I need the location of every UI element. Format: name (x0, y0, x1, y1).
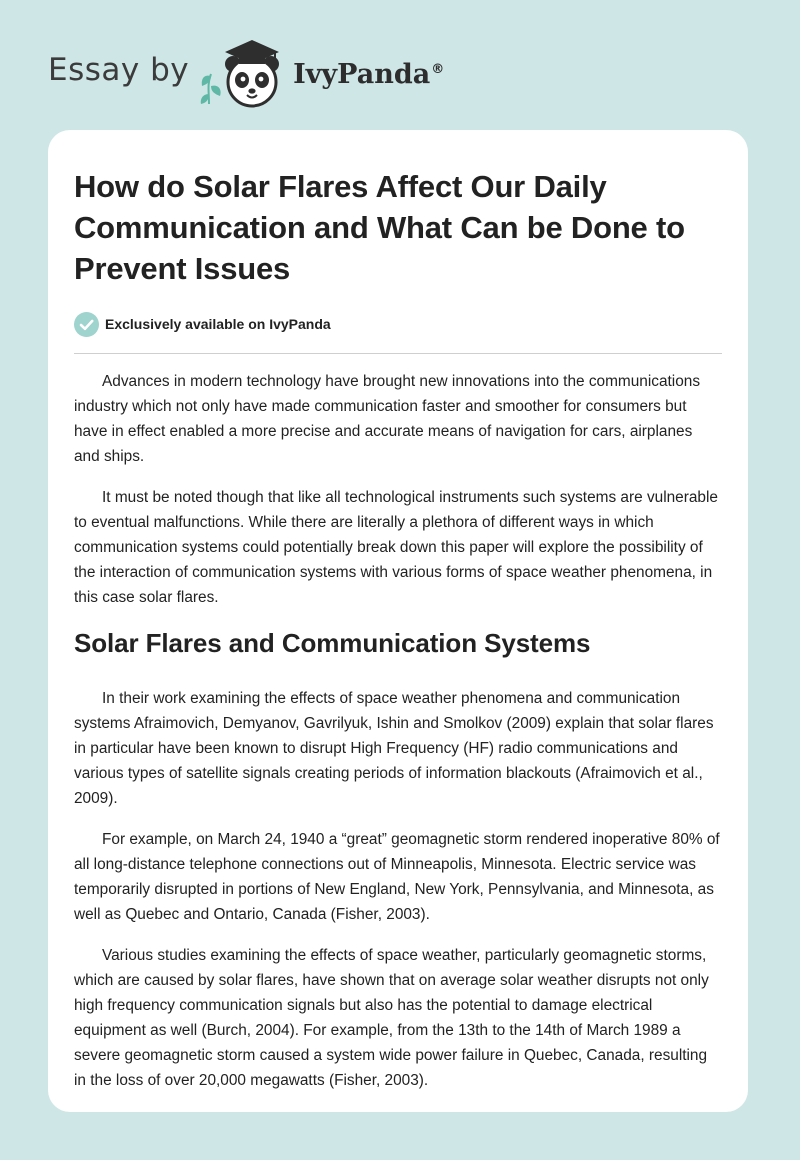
section-paragraph-3: Various studies examining the effects of space weather, particularly geomagnetic storms, which are caused by solar flares, have shown that on average solar weather disrupts not only high frequency communication signals but also has the potential to damage electrical equipment as well (Burch, 2004). For example, from the 13th to the 14th of March 1989 a severe geomagnetic storm caused a system wide power failure in Quebec, Canada, resulting in the loss of over 20,000 megawatts (Fisher, 2003). (74, 947, 709, 1089)
essay-by-label: Essay by (48, 52, 190, 88)
intro-paragraph-1: Advances in modern technology have brought new innovations into the communications industry which not only have made communication faster and smoother for consumers but have in effect enabled a more precise and accurate means of navigation for cars, airplanes and ships. (74, 373, 701, 465)
brand-name: IvyPanda® (293, 58, 445, 90)
ivy-leaf-icon (201, 74, 221, 104)
essay-title: How do Solar Flares Affect Our Daily Communication and What Can be Done to Prevent Issues (74, 169, 685, 286)
brand-header[interactable] (48, 34, 444, 110)
section-heading: Solar Flares and Communication Systems (74, 628, 591, 658)
essay-card (48, 130, 748, 1112)
exclusive-badge (74, 311, 722, 337)
intro-paragraph-2: It must be noted though that like all technological instruments such systems are vulnerable to eventual malfunctions. While there are literally a plethora of different ways in which communication systems could potentially break down this paper will explore the possibility of the interaction of communication systems with various forms of space weather phenomena, in this case solar flares. (74, 489, 718, 606)
panda-graduate-logo-icon (195, 34, 291, 110)
section-paragraph-1: In their work examining the effects of space weather phenomena and communication systems Afraimovich, Demyanov, Gavrilyuk, Ishin and Smolkov (2009) explain that solar flares in particular have been known to disrupt High Frequency (HF) radio communications and various types of satellite signals creating periods of information blackouts (Afraimovich et al., 2009). (74, 690, 714, 807)
registered-mark: ® (431, 61, 445, 77)
title-divider (74, 353, 722, 354)
section-paragraph-2: For example, on March 24, 1940 a “great” geomagnetic storm rendered inoperative 80% of all long-distance telephone connections out of Minneapolis, Minnesota. Electric service was temporarily disrupted in portions of New England, New York, Pennsylvania, and Minnesota, as well as Quebec and Ontario, Canada (Fisher, 2003). (74, 831, 720, 923)
exclusive-badge-label: Exclusively available on IvyPanda (105, 316, 331, 332)
check-circle-icon (74, 312, 99, 337)
